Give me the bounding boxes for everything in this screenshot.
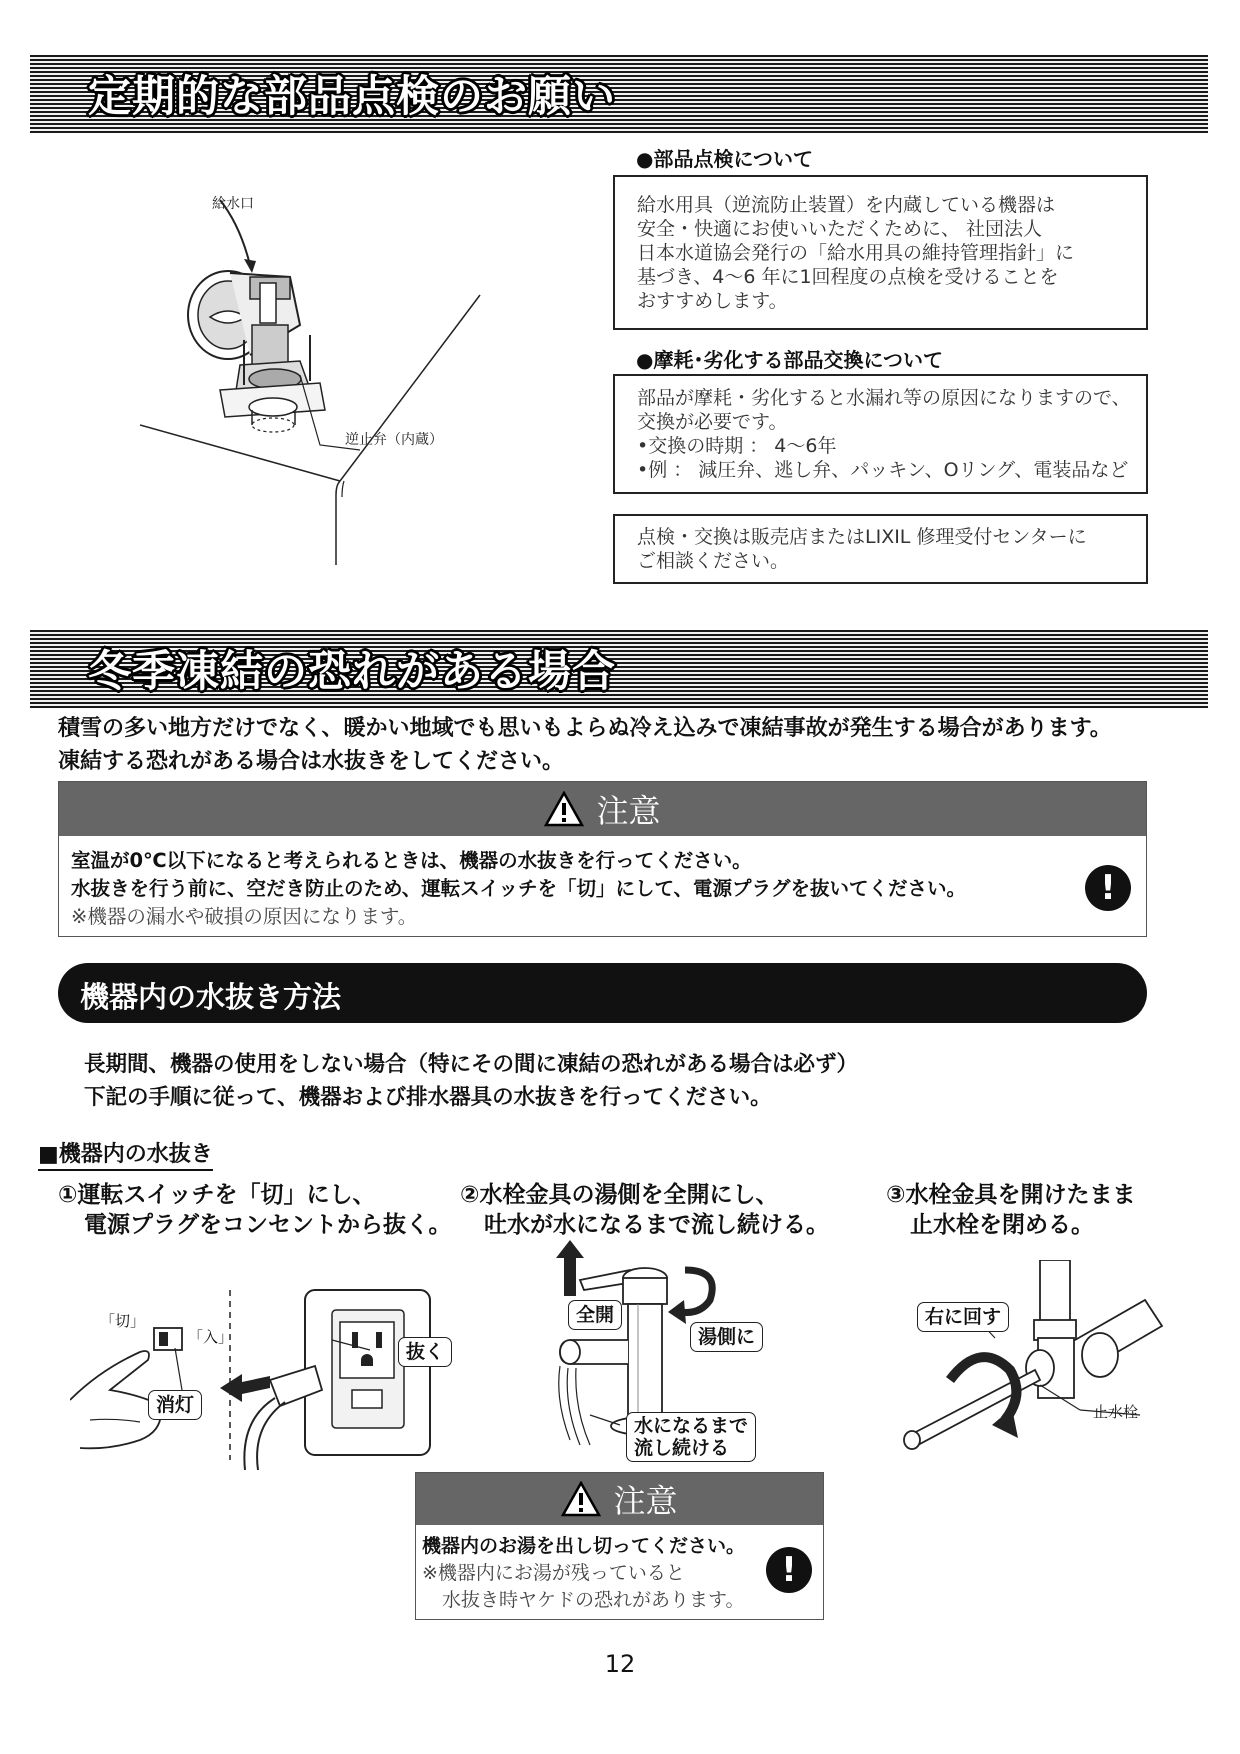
label-hot-side: 湯側に: [690, 1322, 763, 1352]
caution-line: 機器内のお湯を出し切ってください。: [422, 1535, 746, 1557]
inspection-line: おすすめします。: [637, 290, 788, 312]
label-keep-flowing: [626, 1412, 756, 1462]
inspection-box: [613, 175, 1148, 330]
caution-line: 室温が0℃以下になると考えられるときは、機器の水抜きを行ってください。: [71, 849, 752, 872]
inspection-line: 日本水道協会発行の「給水用具の維持管理指針」に: [637, 242, 1075, 264]
replacement-box: [613, 374, 1148, 494]
replacement-line: 部品が摩耗・劣化すると水漏れ等の原因になりますので、: [637, 387, 1131, 409]
intro-line: 凍結する恐れがある場合は水抜きをしてください。: [58, 749, 565, 774]
caution-note: ※機器の漏水や破損の原因になります。: [71, 905, 418, 928]
inspection-line: 給水用具（逆流防止装置）を内蔵している機器は: [637, 194, 1056, 216]
drain-intro: [84, 1048, 858, 1114]
drain-intro-line: 長期間、機器の使用をしない場合（特にその間に凍結の恐れがある場合は必ず）: [84, 1052, 859, 1077]
step-line: ②水栓金具の湯側を全開にし、: [460, 1182, 779, 1208]
caution-header: [59, 782, 1146, 836]
caution-box: [58, 781, 1147, 937]
contact-line: 点検・交換は販売店またはLIXIL 修理受付センターに: [637, 526, 1087, 548]
label-unplug: 抜く: [398, 1337, 452, 1367]
inspection-heading: ●部品点検について: [636, 147, 814, 171]
step-line: ①運転スイッチを「切」にし、: [58, 1182, 376, 1208]
replacement-line: •例 ： 減圧弁、逃し弁、パッキン、Oリング、電装品など: [637, 459, 1129, 481]
caution-title: 注意: [613, 1482, 678, 1520]
label-turn-right: 右に回す: [917, 1302, 1009, 1332]
contact-line: ご相談ください。: [637, 550, 790, 572]
drain-intro-line: 下記の手順に従って、機器および排水器具の水抜きを行ってください。: [84, 1085, 772, 1110]
switch-plug-illustration: [70, 1280, 450, 1470]
page-number: 12: [604, 1650, 636, 1678]
caution-line: 水抜きを行う前に、空だき防止のため、運転スイッチを「切」にして、電源プラグを抜いてください。: [71, 877, 967, 900]
inlet-valve-illustration: [140, 185, 560, 575]
label-off: 「切」: [100, 1312, 146, 1330]
label-water-inlet: 給水口: [212, 196, 254, 212]
section-banner-inspection: [30, 55, 1208, 133]
caution-title: 注意: [596, 792, 661, 830]
replacement-heading: ●摩耗･劣化する部品交換について: [636, 348, 944, 372]
label-on: 「入」: [188, 1328, 234, 1346]
warning-triangle-icon: [544, 791, 584, 827]
step-line: 電源プラグをコンセントから抜く。: [84, 1212, 452, 1238]
caution-note: 水抜き時ヤケドの恐れがあります。: [442, 1589, 745, 1611]
step-line: 止水栓を閉める。: [910, 1212, 1094, 1238]
replacement-line: •交換の時期 ： 4〜6年: [637, 435, 837, 457]
freezing-intro: [58, 712, 1112, 778]
flow-line: 流し続ける: [634, 1437, 730, 1459]
stop-valve-illustration: [900, 1260, 1170, 1460]
flow-line: 水になるまで: [634, 1415, 749, 1437]
label-check-valve: 逆止弁（内蔵）: [345, 432, 443, 448]
label-full-open: 全開: [568, 1300, 622, 1330]
exclamation-icon: !: [766, 1547, 812, 1593]
exclamation-icon: !: [1085, 865, 1131, 911]
subheading-internal-drain: ■機器内の水抜き: [38, 1137, 213, 1171]
caution-header: [416, 1473, 823, 1525]
step-2: [460, 1180, 829, 1240]
label-stop-valve: 止水栓: [1093, 1403, 1139, 1421]
drain-method-title: 機器内の水抜き方法: [80, 980, 342, 1014]
replacement-line: 交換が必要です。: [637, 411, 788, 433]
inspection-line: 安全・快適にお使いいただくために、 社団法人: [637, 218, 1043, 240]
step-1: [58, 1180, 452, 1240]
caution-box-2: [415, 1472, 824, 1620]
step-line: ③水栓金具を開けたまま: [886, 1182, 1136, 1208]
step-3: [886, 1180, 1135, 1240]
drain-method-heading: [58, 963, 1147, 1023]
contact-box: [613, 514, 1148, 584]
step-line: 吐水が水になるまで流し続ける。: [484, 1212, 829, 1238]
label-light-off: 消灯: [148, 1390, 202, 1420]
section-title: 冬季凍結の恐れがある場合: [88, 647, 616, 697]
warning-triangle-icon: [561, 1481, 601, 1517]
intro-line: 積雪の多い地方だけでなく、暖かい地域でも思いもよらぬ冷え込みで凍結事故が発生する場合があります。: [58, 716, 1112, 741]
caution-note: ※機器内にお湯が残っていると: [422, 1562, 685, 1584]
section-banner-freezing: [30, 630, 1208, 708]
section-title: 定期的な部品点検のお願い: [88, 72, 616, 122]
inspection-line: 基づき、4〜6 年に1回程度の点検を受けることを: [637, 266, 1059, 288]
